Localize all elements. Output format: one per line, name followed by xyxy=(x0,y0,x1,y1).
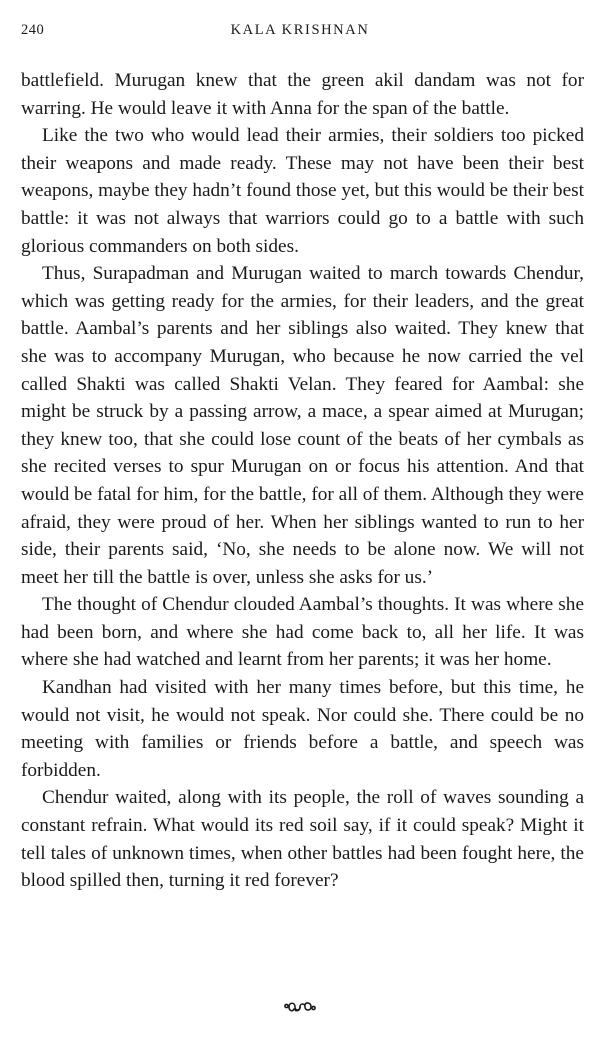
paragraph: battlefield. Murugan knew that the green akil dandam was not for warring. He would leave it with Anna for the span of the battle. xyxy=(21,70,584,119)
paragraph: Chendur waited, along with its people, the roll of waves sounding a constant refrain. What would its red soil say, if it could speak? Might it tell tales of unknown times, when other battles had been fought here, the blood spilled then, turning it red forever? xyxy=(21,787,584,892)
page-header xyxy=(0,22,600,46)
running-head: KALA KRISHNAN xyxy=(230,22,370,38)
body-text xyxy=(21,67,584,895)
paragraph: Like the two who would lead their armies, their soldiers too picked their weapons and made ready. These may not have been their best weapons, maybe they hadn’t found those yet, but this would be their best battle: it was not always that warriors could go to a battle with such glorious commanders on both sides. xyxy=(21,125,584,257)
paragraph: Thus, Surapadman and Murugan waited to march towards Chendur, which was getting ready for the armies, for their leaders, and the great battle. Aambal’s parents and her siblings also waited. They knew that she was to accompany Murugan, who because he now carried the vel called Shakti was called Shakti Velan. They feared for Aambal: she might be struck by a passing arrow, a mace, a spear aimed at Murugan; they knew too, that she could lose count of the beats of her cymbals as she recited verses to spur Murugan on or focus his attention. And that would be fatal for him, for the battle, for all of them. Although they were afraid, they were proud of her. When her siblings wanted to run to her side, their parents said, ‘No, she needs to be alone now. We will not meet her till the battle is over, unless she asks for us.’ xyxy=(21,263,584,588)
paragraph: Kandhan had visited with her many times before, but this time, he would not visit, he would not speak. Nor could she. There could be no meeting with families or friends before a battle, and speech was forbidden. xyxy=(21,677,584,781)
paragraph: The thought of Chendur clouded Aambal’s thoughts. It was where she had been born, and where she had come back to, all her life. It was where she had watched and learnt from her parents; it was her home. xyxy=(21,594,584,671)
section-end-flourish-icon xyxy=(0,998,600,1021)
page-number: 240 xyxy=(21,22,45,38)
